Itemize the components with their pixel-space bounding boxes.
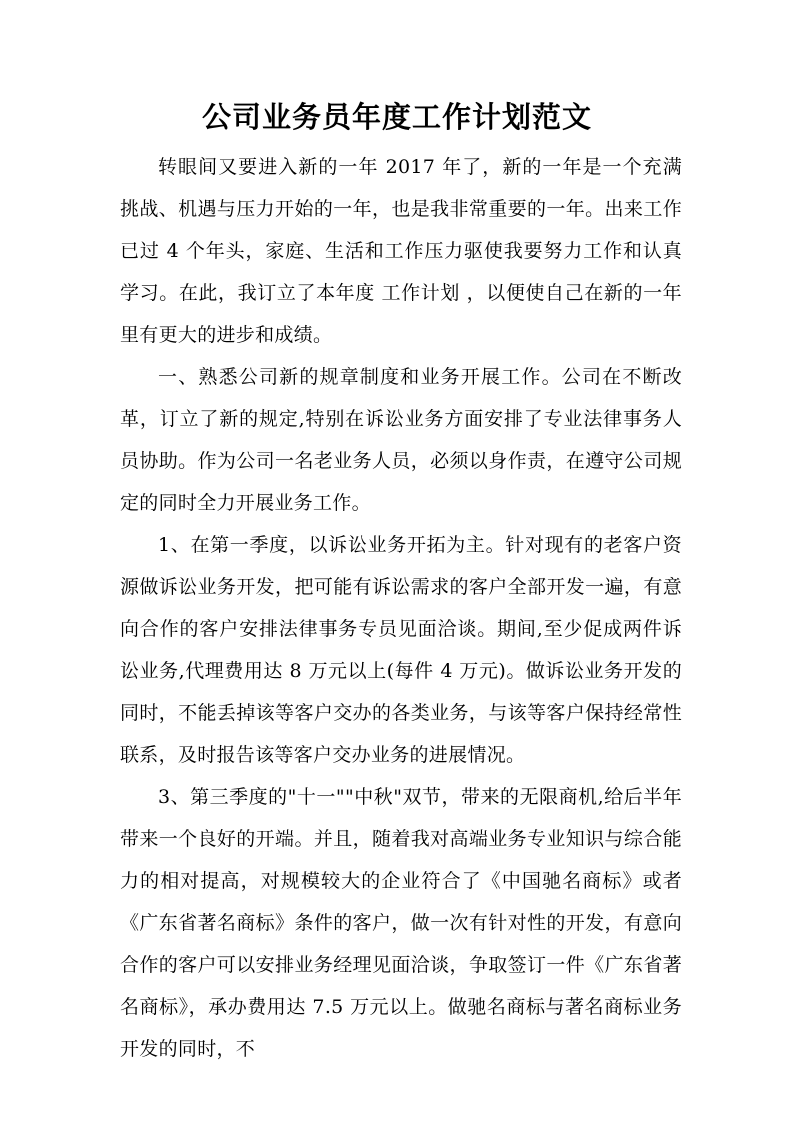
document-title: 公司业务员年度工作计划范文 bbox=[201, 100, 592, 134]
document-body bbox=[120, 146, 682, 1070]
paragraph-third-quarter: 3、第三季度的"十一""中秋"双节，带来的无限商机,给后半年带来一个良好的开端。并且，随着我对高端业务专业知识与综合能力的相对提高，对规模较大的企业符合了《中国驰名商标》或者《广东省著名商标》条件的客户，做一次有针对性的开发，有意向合作的客户可以安排业务经理见面洽谈，争取签订一件《广东省著名商标》，承办费用达 7.5 万元以上。做驰名商标与著名商标业务开发的同时，不 bbox=[120, 786, 682, 1060]
paragraph-section-one: 一、熟悉公司新的规章制度和业务开展工作。公司在不断改革，订立了新的规定,特别在诉讼业务方面安排了专业法律事务人员协助。作为公司一名老业务人员，必须以身作责，在遵守公司规定的同时全力开展业务工作。 bbox=[120, 366, 682, 514]
paragraph-first-quarter: 1、在第一季度，以诉讼业务开拓为主。针对现有的老客户资源做诉讼业务开发，把可能有诉讼需求的客户全部开发一遍，有意向合作的客户安排法律事务专员见面洽谈。期间,至少促成两件诉讼业务,代理费用达 8 万元以上(每件 4 万元)。做诉讼业务开发的同时，不能丢掉该等客户交办的各类业务，与该等客户保持经常性联系，及时报告该等客户交办业务的进展情况。 bbox=[120, 534, 682, 766]
paragraph-intro: 转眼间又要进入新的一年 2017 年了，新的一年是一个充满挑战、机遇与压力开始的一年，也是我非常重要的一年。出来工作已过 4 个年头，家庭、生活和工作压力驱使我要努力工作和认真学习。在此，我订立了本年度 工作计划 ，以便使自己在新的一年里有更大的进步和成绩。 bbox=[120, 156, 682, 346]
